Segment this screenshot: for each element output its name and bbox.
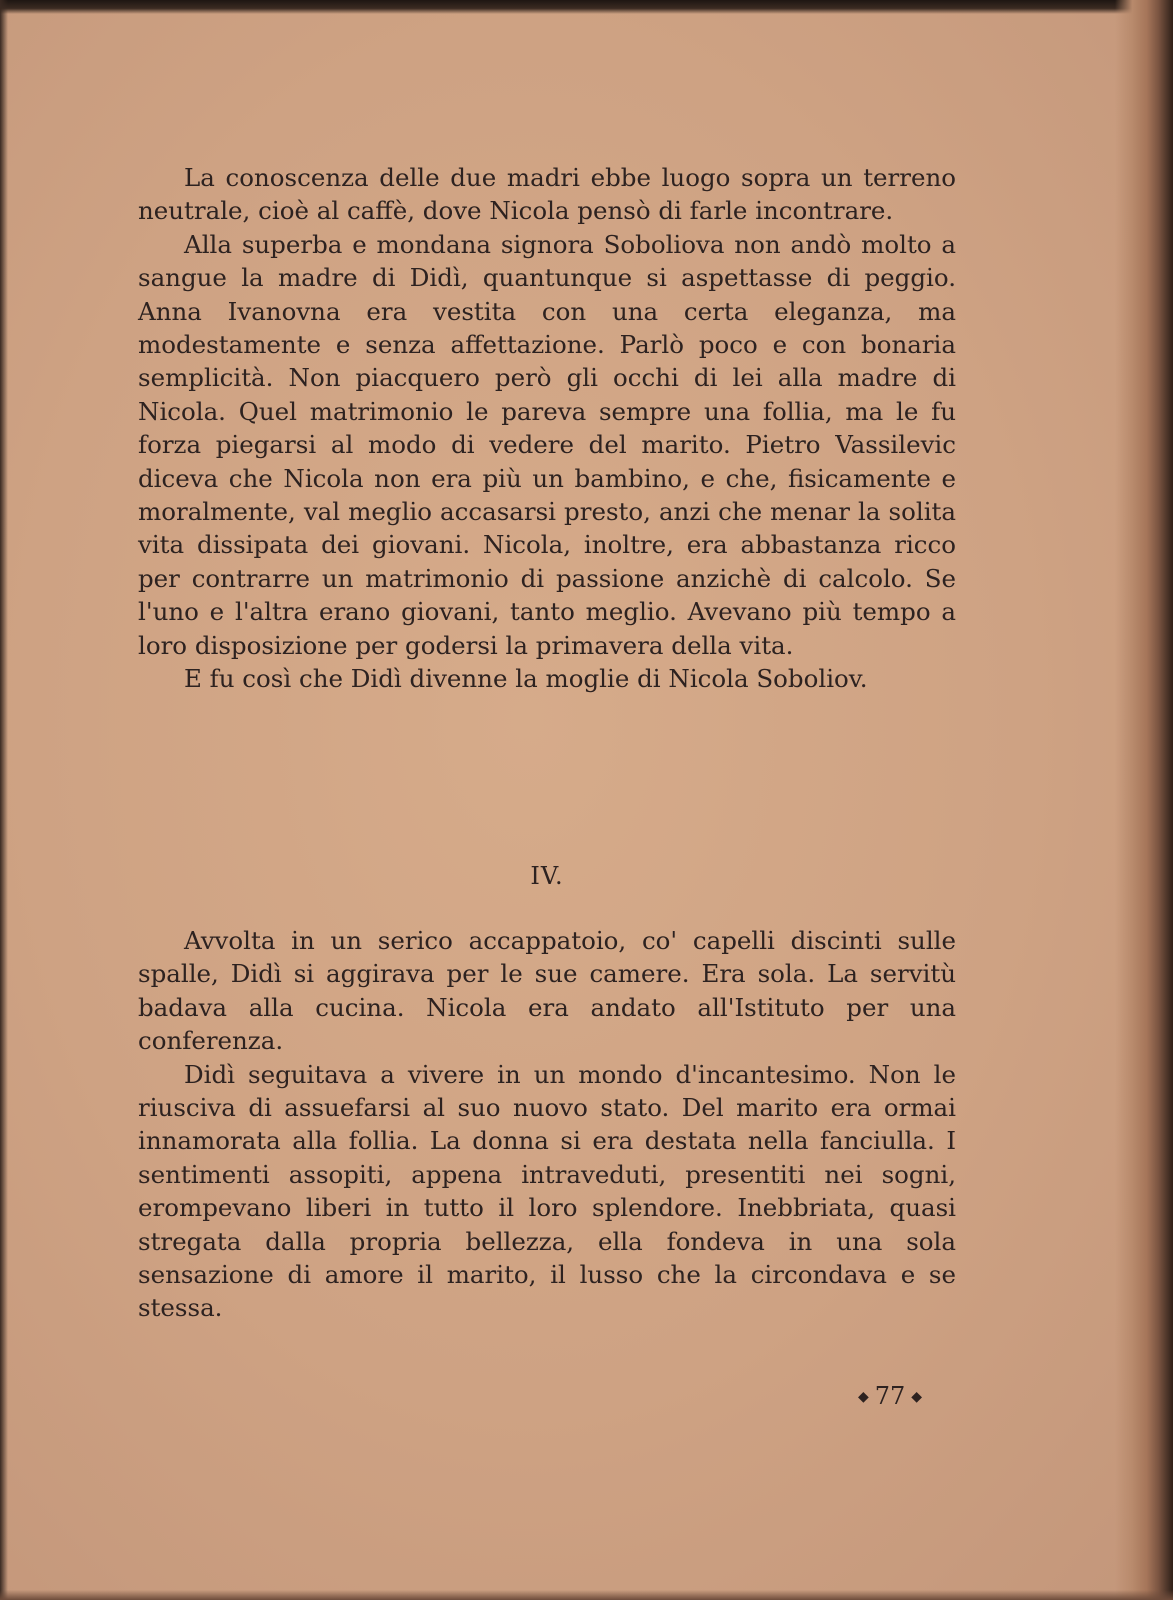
- paragraph: Didì seguitava a vivere in un mondo d'incantesimo. Non le riusciva di assuefarsi al suo nuovo stato. Del marito era ormai innamorata alla follia. La donna si era destata nella fanciulla. I sentimenti assopiti, appena intraveduti, presentiti nei sogni, erompevano liberi in tutto il loro splendore. Inebbriata, quasi stregata dalla propria bellezza, ella fondeva in una sola sensazione di amore il marito, il lusso che la circondava e se stessa.: [138, 1059, 956, 1323]
- paragraph: E fu così che Didì divenne la moglie di Nicola Soboliov.: [184, 664, 868, 694]
- page-top-edge: [0, 0, 1173, 14]
- diamond-ornament-icon: ◆: [911, 1389, 923, 1405]
- diamond-ornament-icon: ◆: [857, 1389, 869, 1405]
- section-2-text: [138, 924, 956, 1325]
- page-bottom-edge: [0, 1590, 1173, 1600]
- chapter-heading: IV.: [530, 862, 564, 890]
- paragraph: La conoscenza delle due madri ebbe luogo sopra un terreno neutrale, cioè al caffè, dove Nicola pensò di farle incontrare.: [138, 163, 956, 226]
- page-left-edge: [0, 0, 8, 1600]
- paragraph: Alla superba e mondana signora Soboliova non andò molto a sangue la madre di Didì, quantunque si aspettasse di peggio. Anna Ivanovna era vestita con una certa eleganza, ma modestamente e senza affettazione. Parlò poco e con bonaria semplicità. Non piacquero però gli occhi di lei alla madre di Nicola. Quel matrimonio le pareva sempre una follia, ma le fu forza piegarsi al modo di vedere del marito. Pietro Vassilevic diceva che Nicola non era più un bambino, e che, fisicamente e moralmente, val meglio accasarsi presto, anzi che menar la solita vita dissipata dei giovani. Nicola, inoltre, era abbastanza ricco per contrarre un matrimonio di passione anzichè di calcolo. Se l'uno e l'altra erano giovani, tanto meglio. Avevano più tempo a loro disposizione per godersi la primavera della vita.: [138, 229, 956, 660]
- section-1-text: [138, 161, 956, 696]
- paragraph: Avvolta in un serico accappatoio, co' capelli discinti sulle spalle, Didì si aggirava per le sue camere. Era sola. La servitù badava alla cucina. Nicola era andato all'Istituto per una conferenza.: [138, 926, 956, 1056]
- page-right-edge: [1115, 0, 1173, 1600]
- page-number: 77: [874, 1382, 906, 1410]
- page-number-footer: [800, 1382, 980, 1410]
